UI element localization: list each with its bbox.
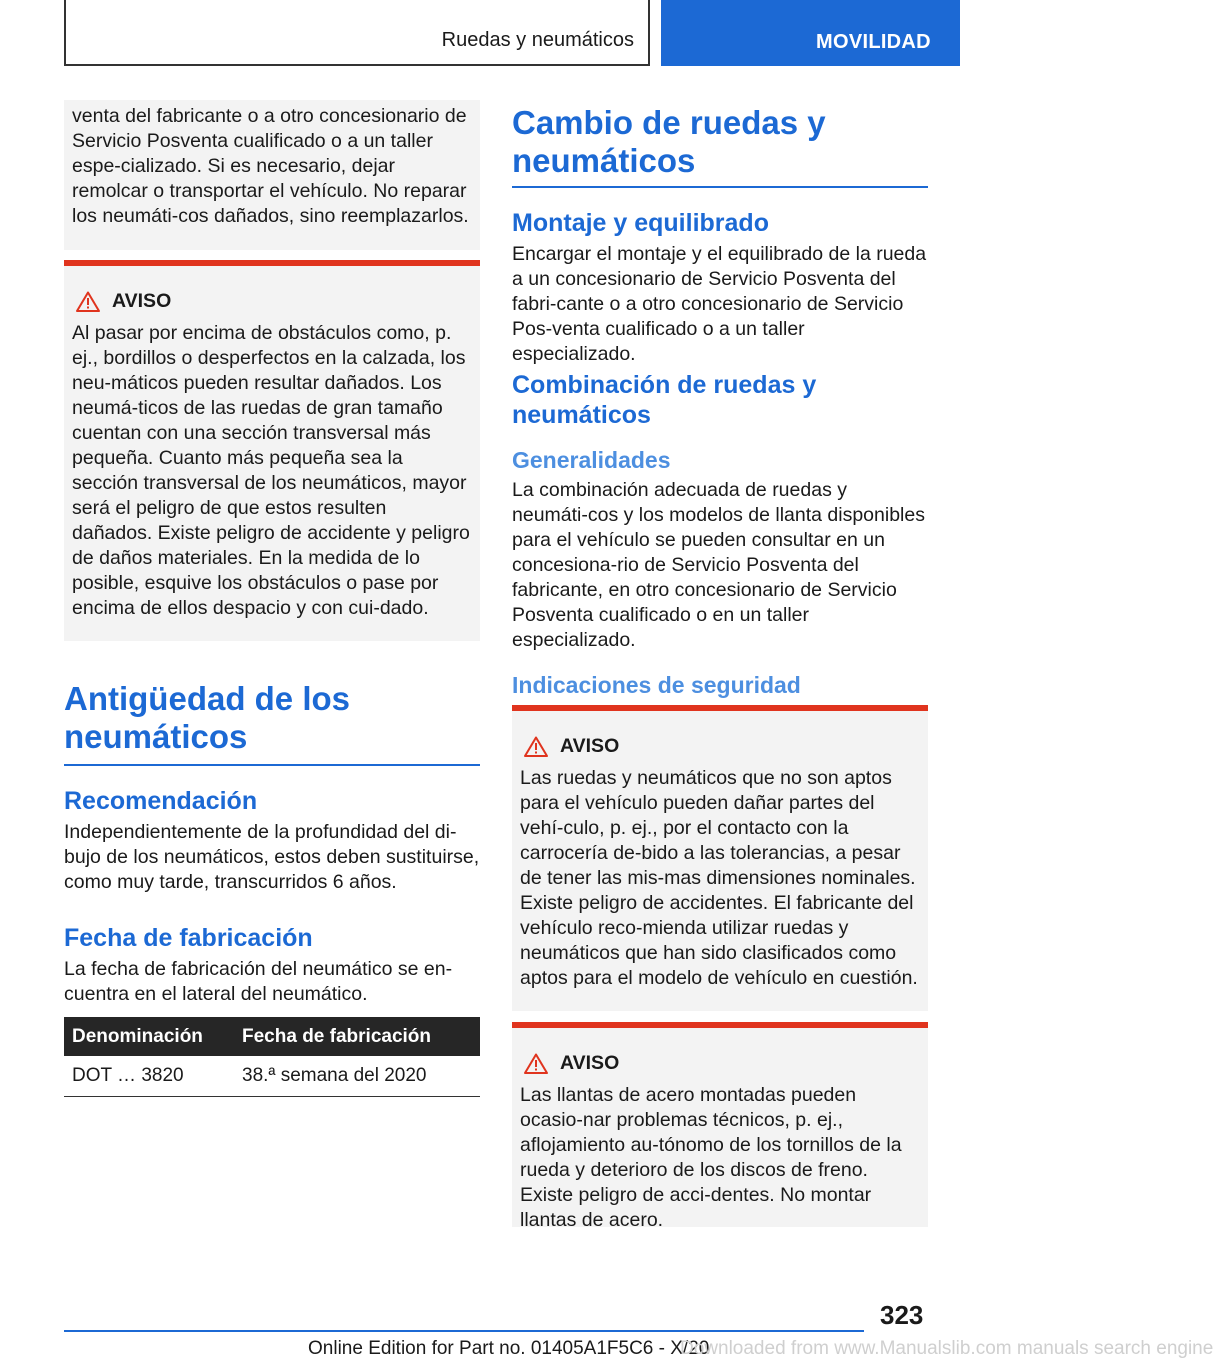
section-title: Antigüedad de los neumáticos <box>64 680 351 755</box>
sub-subsection-title: Generalidades <box>512 447 671 473</box>
subsection-combination <box>512 370 928 699</box>
warning-header <box>524 1052 920 1075</box>
warning-title: AVISO <box>112 290 172 312</box>
subsection-mounting <box>512 208 928 367</box>
warning-text: Las ruedas y neumáticos que no son aptos para el vehículo pueden dañar partes del vehí-culo, p. ej., por el contacto con la carrocería de-bido a las tolerancias, a pesar de tener las mis-mas dimensiones nominales. Existe peligro de accidentes. El fabricante del vehículo reco-mienda utilizar ruedas y neumáticos que han sido clasificados como aptos para el modelo de vehículo en cuestión. <box>520 767 918 989</box>
footer-edition: Online Edition for Part no. 01405A1F5C6 - X/20 <box>308 1338 710 1359</box>
subsection-title: Recomendación <box>64 787 258 815</box>
dot-table <box>64 1017 480 1097</box>
warning-title: AVISO <box>560 1052 620 1074</box>
warning-header <box>76 290 472 313</box>
table-row <box>64 1056 480 1096</box>
warning-triangle-icon <box>524 1053 548 1074</box>
subsection-text: Independientemente de la profundidad del di-bujo de los neumáticos, estos deben sustituirse, como muy tarde, transcurridos 6 años. <box>64 821 480 893</box>
watermark: Downloaded from www.Manualslib.com manuals search engine <box>680 1338 1213 1359</box>
footer-rule <box>64 1330 864 1332</box>
subsection-text: La fecha de fabricación del neumático se en-cuentra en el lateral del neumático. <box>64 958 453 1005</box>
section-title: Cambio de ruedas y neumáticos <box>512 104 826 179</box>
section-heading-tire-age <box>64 680 480 766</box>
warning-text: Al pasar por encima de obstáculos como, p. ej., bordillos o desperfectos en la calzada, los neu-máticos pueden resultar dañados. Los neumá-ticos de las ruedas de gran tamaño cuentan con una sección transversal más pequeña. Cuanto más pequeña sea la sección transversal de los neumáticos, mayor será el peligro de que estos resulten dañados. Existe peligro de accidente y peligro de daños materiales. En la medida de lo posible, esquive los obstáculos o pase por encima de ellos despacio y con cui-dado. <box>72 322 470 619</box>
sub-subsection-title: Indicaciones de seguridad <box>512 672 801 698</box>
subsection-title: Fecha de fabricación <box>64 924 313 952</box>
subsection-text: Encargar el montaje y el equilibrado de la rueda a un concesionario de Servicio Posventa del fabri-cante o a otro concesionario de Servicio Pos-venta cualificado o a un taller especializado. <box>512 243 927 365</box>
table-header-cell: Fecha de fabricación <box>234 1017 480 1056</box>
table-header-row <box>64 1017 480 1056</box>
header-chapter-tab <box>661 0 960 66</box>
warning-box-tire-damage <box>64 260 480 641</box>
continued-note-text: venta del fabricante o a otro concesionario de Servicio Posventa cualificado o a un taller espe-cializado. Si es necesario, dejar remolcar o transportar el vehículo. No reparar los neumáti-cos dañados, sino reemplazarlos. <box>72 105 469 227</box>
table-cell: 38.ª semana del 2020 <box>234 1056 480 1096</box>
subsection-manufacture-date <box>64 923 480 1007</box>
warning-box-unsuitable-wheels <box>512 705 928 1011</box>
header-section-title: Ruedas y neumáticos <box>441 29 634 51</box>
page-number: 323 <box>880 1300 924 1330</box>
warning-title: AVISO <box>560 735 620 757</box>
warning-box-steel-rims <box>512 1022 928 1231</box>
warning-text: Las llantas de acero montadas pueden ocasio-nar problemas técnicos, p. ej., aflojamiento au-tónomo de los tornillos de la rueda y deterioro de los discos de freno. Existe peligro de acci-dentes. No montar llantas de acero. <box>520 1084 902 1231</box>
table-cell: DOT … 3820 <box>64 1056 234 1096</box>
subsection-title: Combinación de ruedas y neumáticos <box>512 371 817 429</box>
section-heading-wheel-change <box>512 104 928 188</box>
header-chapter-title: MOVILIDAD <box>816 31 931 53</box>
warning-triangle-icon <box>524 736 548 757</box>
subsection-title: Montaje y equilibrado <box>512 209 769 237</box>
warning-header <box>524 735 920 758</box>
continued-note-box <box>64 100 480 250</box>
subsection-recommendation <box>64 786 480 895</box>
header-section-tab <box>64 0 650 66</box>
warning-triangle-icon <box>76 291 100 312</box>
table-header-cell: Denominación <box>64 1017 234 1056</box>
subsection-text: La combinación adecuada de ruedas y neumáti-cos y los modelos de llanta disponibles para el vehículo se pueden consultar en un concesiona-rio de Servicio Posventa del fabricante, en otro concesionario de Servicio Posventa cualificado o en un taller especializado. <box>512 479 925 651</box>
